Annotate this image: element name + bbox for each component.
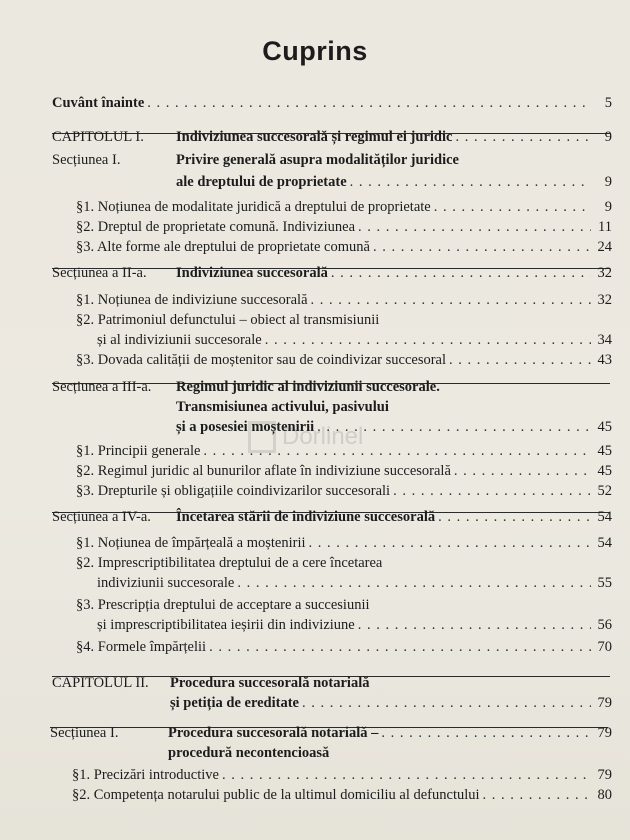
leader-dots [309, 535, 591, 552]
leader-dots [373, 239, 591, 256]
page-number: 79 [597, 725, 612, 741]
leader-dots [350, 174, 591, 191]
leader-dots [381, 725, 591, 742]
toc-entry [52, 129, 612, 146]
page-number: 9 [604, 174, 612, 190]
entry-title: Procedura succesorală notarială – [168, 725, 379, 741]
entry-title: Cuvânt înainte [52, 95, 145, 111]
entry-title: Indiviziunea succesorală și regimul ei juridic [176, 129, 453, 145]
page-number: 79 [597, 695, 612, 711]
toc-entry [168, 745, 612, 762]
entry-title: §2. Dreptul de proprietate comună. Indiviziunea [76, 219, 356, 235]
leader-dots [434, 199, 591, 216]
entry-title: Regimul juridic al indiviziunii succesorale. [176, 379, 440, 395]
entry-title: §1. Principii generale [76, 443, 201, 459]
entry-title: §2. Competența notarului public de la ultimul domiciliu al defunctului [72, 787, 480, 803]
entry-title: ale dreptului de proprietate [176, 174, 347, 190]
page-number: 45 [597, 419, 612, 435]
entry-title: și petiția de ereditate [170, 695, 299, 711]
entry-title: și imprescriptibilitatea ieșirii din indiviziune [97, 617, 355, 633]
entry-title: §1. Noțiunea de indiviziune succesorală [76, 292, 308, 308]
entry-title: Indiviziunea succesorală [176, 265, 328, 281]
toc-entry [76, 463, 612, 480]
entry-title: §2. Imprescriptibilitatea dreptului de a cere încetarea [76, 555, 383, 571]
page-number: 54 [597, 509, 612, 525]
page-number: 80 [597, 787, 612, 803]
leader-dots [393, 483, 591, 500]
page-number: 70 [597, 639, 612, 655]
page-number: 5 [604, 95, 612, 111]
toc-entry [76, 352, 612, 369]
entry-title: §3. Prescripția dreptului de acceptare a succesiunii [76, 597, 370, 613]
toc-entry [72, 787, 612, 804]
page-number: 54 [597, 535, 612, 551]
toc-entry [76, 292, 612, 309]
entry-title: §1. Precizări introductive [72, 767, 219, 783]
leader-dots [203, 443, 591, 460]
toc-entry [52, 265, 612, 282]
entry-title: Procedura succesorală notarială [170, 675, 370, 691]
toc-entry [176, 399, 612, 416]
section-label: Secțiunea a IV-a. [52, 509, 151, 525]
leader-dots [454, 463, 591, 480]
section-label: Secțiunea a II-a. [52, 265, 147, 281]
section-label: CAPITOLUL I. [52, 129, 144, 145]
toc-entry [76, 219, 612, 236]
entry-title: §3. Drepturile și obligațiile coindivizarilor succesorali [76, 483, 391, 499]
toc-entry [76, 639, 612, 656]
toc-entry [176, 419, 612, 436]
entry-title: Încetarea stării de indiviziune succesorală [176, 509, 436, 525]
watermark-logo: Dorlinel [248, 412, 378, 462]
leader-dots [147, 95, 591, 112]
leader-dots [358, 219, 591, 236]
leader-dots [265, 332, 591, 349]
toc-entry [170, 695, 612, 712]
leader-dots [449, 352, 591, 369]
entry-title: §2. Patrimoniul defunctului – obiect al transmisiunii [76, 312, 380, 328]
toc-entry [97, 617, 612, 634]
page-number: 43 [597, 352, 612, 368]
page-number: 24 [597, 239, 612, 255]
toc-entry [76, 312, 612, 329]
page-title: Cuprins [262, 36, 368, 66]
toc-entry [52, 95, 612, 112]
toc-entry [76, 597, 612, 614]
leader-dots [209, 639, 591, 656]
entry-title: Transmisiunea activului, pasivului [176, 399, 389, 415]
section-label: CAPITOLUL II. [52, 675, 149, 691]
page-number: 56 [597, 617, 612, 633]
toc-entry [76, 443, 612, 460]
leader-dots [331, 265, 591, 282]
entry-title: §3. Dovada calității de moștenitor sau de coindivizar succesoral [76, 352, 447, 368]
leader-dots [311, 292, 591, 309]
page-number: 11 [598, 219, 612, 235]
leader-dots [438, 509, 591, 526]
toc-entry [76, 483, 612, 500]
leader-dots [455, 129, 591, 146]
page-number: 32 [597, 292, 612, 308]
entry-title: și al indiviziunii succesorale [97, 332, 262, 348]
entry-title: §4. Formele împărțelii [76, 639, 207, 655]
toc-entry [50, 725, 612, 742]
leader-dots [237, 575, 591, 592]
entry-title: §3. Alte forme ale dreptului de proprietate comună [76, 239, 370, 255]
toc-entry [52, 379, 612, 396]
section-label: Secțiunea I. [52, 152, 121, 168]
toc-entry [176, 174, 612, 191]
page-number: 52 [597, 483, 612, 499]
entry-title: §2. Regimul juridic al bunurilor aflate în indiviziune succesorală [76, 463, 451, 479]
section-label: Secțiunea a III-a. [52, 379, 152, 395]
leader-dots [358, 617, 591, 634]
page-number: 34 [597, 332, 612, 348]
toc-entry [97, 575, 612, 592]
page-number: 45 [597, 443, 612, 459]
toc-entry [52, 152, 612, 169]
entry-title: Privire generală asupra modalităților juridice [176, 152, 459, 168]
section-label: Secțiunea I. [50, 725, 119, 741]
page-number: 9 [604, 199, 612, 215]
leader-dots [317, 419, 591, 436]
entry-title: indiviziunii succesorale [97, 575, 235, 591]
page-number: 9 [604, 129, 612, 145]
entry-title: §1. Noțiunea de împărțeală a moștenirii [76, 535, 306, 551]
entry-title: și a posesiei moștenirii [176, 419, 315, 435]
entry-title: procedură necontencioasă [168, 745, 330, 761]
toc-entry [72, 767, 612, 784]
page-number: 79 [597, 767, 612, 783]
toc-entry [52, 509, 612, 526]
toc-entry [97, 332, 612, 349]
toc-entry [76, 555, 612, 572]
page-number: 55 [597, 575, 612, 591]
toc-entry [76, 535, 612, 552]
toc-entry [76, 199, 612, 216]
toc-entry [52, 675, 612, 692]
entry-title: §1. Noțiunea de modalitate juridică a dreptului de proprietate [76, 199, 431, 215]
page-number: 45 [597, 463, 612, 479]
leader-dots [483, 787, 591, 804]
leader-dots [302, 695, 591, 712]
leader-dots [222, 767, 591, 784]
toc-entry [76, 239, 612, 256]
page-number: 32 [597, 265, 612, 281]
